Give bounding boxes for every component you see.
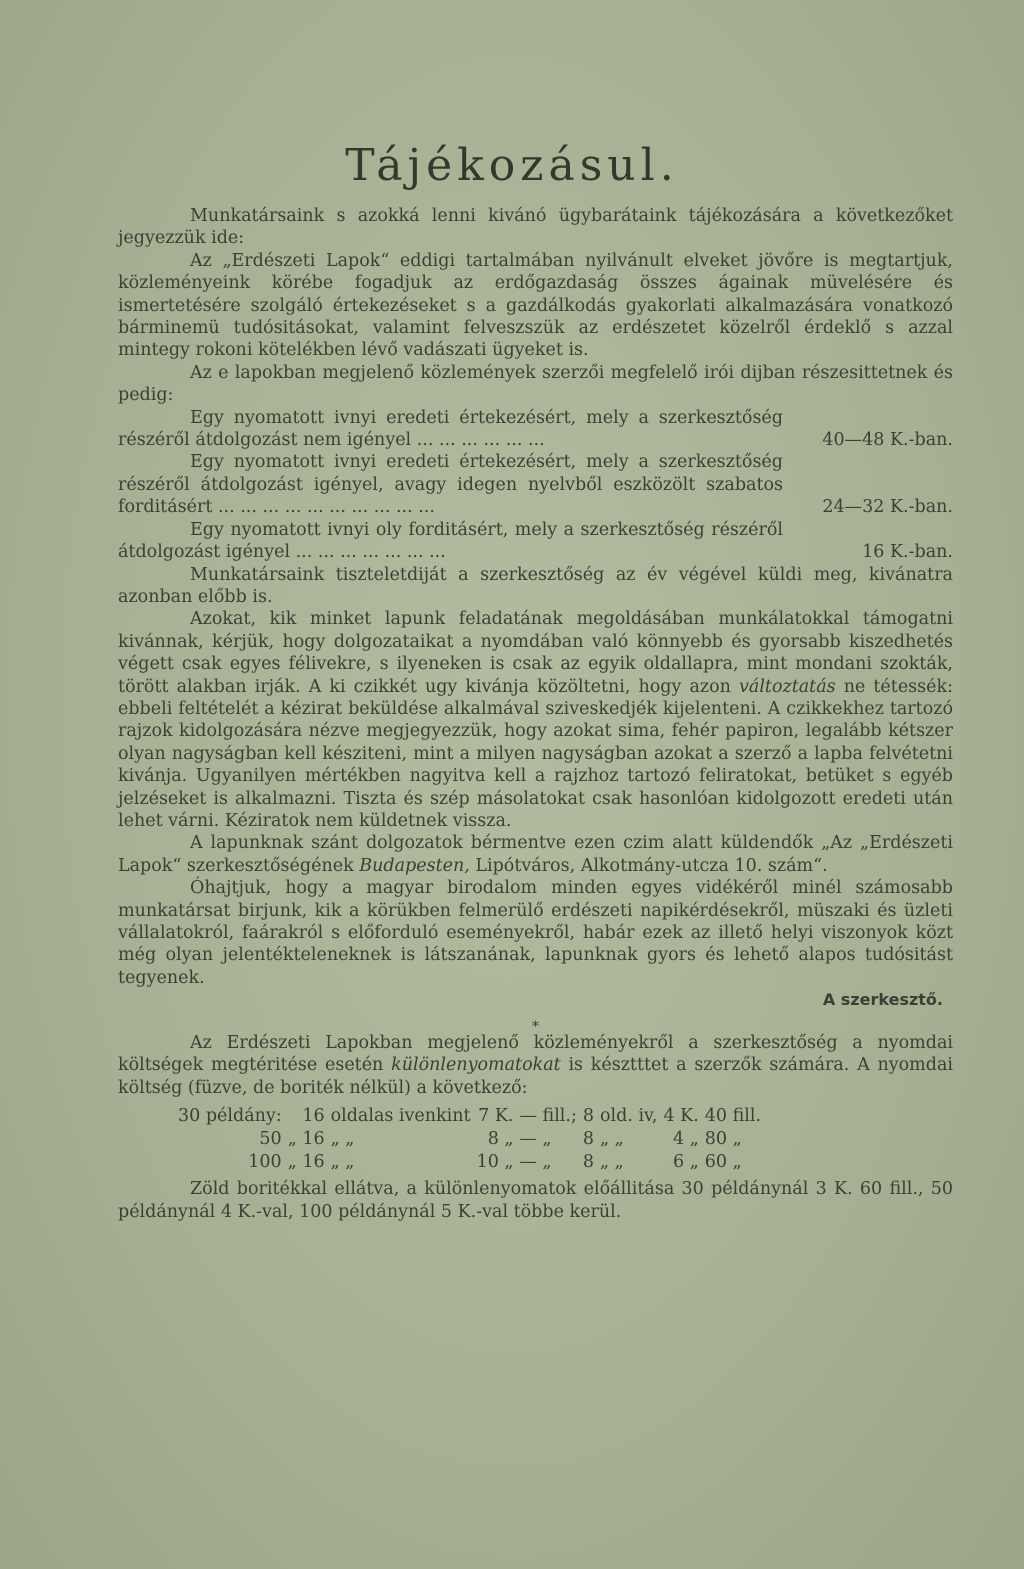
price-cell: „ 16 bbox=[287, 1152, 325, 1173]
price-cell: „ 16 bbox=[287, 1129, 325, 1150]
manuscript-italic: változtatás bbox=[739, 676, 836, 697]
offprint-paragraph bbox=[118, 1032, 953, 1099]
page-title: Tájékozásul. bbox=[345, 140, 679, 191]
address-text-b: Lipótváros, Alkotmány-utcza 10. szám“. bbox=[475, 855, 828, 876]
price-cell: 8 „ bbox=[487, 1129, 514, 1150]
fee-intro-paragraph: Az e lapokban megjelenő közlemények szerzői megfelelő irói dijban részesittetnek és pedig: bbox=[118, 362, 953, 406]
price-cell: „ „ bbox=[600, 1152, 624, 1173]
manuscript-text-a: Azokat, kik minket lapunk feladatának megoldásában munkálatokkal támogatni kivánnak, kérjük, hogy dolgozataikat a nyomdában való könnyebb és gyorsabb kiszedhetés végett csak egyes félivekre, s ilyeneken is csak az egyik oldallapra, mint mondani szokták, törött alakban irják. A ki czikkét ugy kivánja közöltetni, hogy azon bbox=[118, 609, 953, 697]
price-cell: 30 példány: bbox=[178, 1106, 282, 1127]
offprint-italic: különlenyomatokat bbox=[391, 1055, 561, 1076]
fee-price: 40—48 K.-ban. bbox=[822, 430, 953, 451]
call-paragraph: Óhajtjuk, hogy a magyar birodalom minden egyes vidékéről minél számosabb munkatársat birjunk, kik a körükben felmerülő erdészeti napikérdésekről, müszaki és üzleti vállalatokról, faárakról s előforduló eseményekről, habár ezek az illető helyi viszonyok közt még olyan jelentékteleneknek is látszanának, lapunknak gyors és lehető alapos tudósitást tegyenek. bbox=[118, 878, 953, 988]
address-paragraph bbox=[118, 832, 953, 877]
editor-signature: A szerkesztő. bbox=[822, 990, 943, 1010]
price-row bbox=[178, 1128, 767, 1151]
honorarium-paragraph: Munkatársaink tiszteletdiját a szerkesztőség az év végével küldi meg, kivánatra azonban előbb is. bbox=[118, 564, 953, 607]
manuscript-paragraph bbox=[118, 608, 953, 832]
fee-description: Egy nyomatott ivnyi eredeti értekezésért, mely a szerkesztőség részéről átdolgozást nem igényel ... ... ... ... ... ... bbox=[118, 407, 783, 451]
price-cell: 8 bbox=[582, 1106, 594, 1127]
price-cell: 50 bbox=[259, 1129, 282, 1150]
offprint-text-b: is késztttet a szerzők számára. A nyomdai költség (füzve, de boriték nélkül) a következő: bbox=[118, 1055, 953, 1098]
fee-description: Egy nyomatott ivnyi eredeti értekezésért, mely a szerkesztőség részéről átdolgozást igényel, avagy idegen nyelvből eszközölt szabatos forditásért ... ... ... ... ... ... ... ... ... ... bbox=[118, 452, 783, 518]
price-cell: 4 „ bbox=[673, 1129, 699, 1150]
price-cell: oldalas ivenkint bbox=[330, 1106, 471, 1127]
price-cell: „ „ bbox=[330, 1152, 355, 1173]
price-cell: 8 bbox=[582, 1129, 594, 1150]
price-cell: 4 K. bbox=[663, 1106, 699, 1127]
price-cell: „ „ bbox=[330, 1129, 355, 1150]
scope-paragraph: Az „Erdészeti Lapok“ eddigi tartalmában nyilvánult elveket jövőre is megtartjuk, közleményeink körébe fogadjuk az erdőgazdaság összes ágainak müvelésére és ismertetésére szolgáló értekezéseket s a gazdálkodás gyakorlati alkalmazására vonatkozó bárminemü tudósitásokat, valamint felveszszük az erdészetet közelről érdeklő s azzal mintegy rokoni kötelékben lévő vadászati ügyeket is. bbox=[118, 250, 953, 361]
fee-row bbox=[118, 451, 953, 518]
price-cell: „ „ bbox=[600, 1129, 624, 1150]
document-body bbox=[118, 205, 953, 1223]
offprint-text-a: Az Erdészeti Lapokban megjelenő közleményekről a szerkesztőség a nyomdai költségek megtéritése esetén bbox=[118, 1033, 953, 1076]
price-cell: 10 „ bbox=[476, 1152, 514, 1173]
price-cell: — „ bbox=[519, 1129, 552, 1150]
price-cell: — fill.; bbox=[519, 1106, 577, 1127]
price-cell: old. iv, bbox=[600, 1106, 658, 1127]
address-city: Budapesten, bbox=[359, 855, 470, 876]
price-cell: 40 fill. bbox=[704, 1106, 762, 1127]
price-table-body bbox=[178, 1105, 767, 1174]
price-cell: 8 bbox=[582, 1152, 594, 1173]
price-cell: 60 „ bbox=[704, 1152, 742, 1173]
fee-row bbox=[118, 407, 953, 452]
fee-price: 24—32 K.-ban. bbox=[822, 497, 953, 518]
intro-paragraph: Munkatársaink s azokká lenni kivánó ügybarátaink tájékozására a következőket jegyezzük ide: bbox=[118, 206, 953, 249]
price-cell: 7 K. bbox=[478, 1106, 514, 1127]
cover-paragraph: Zöld boritékkal ellátva, a különlenyomatok előállitása 30 példánynál 3 K. 60 fill., 50 példánynál 4 K.-val, 100 példánynál 5 K.-val többe kerül. bbox=[118, 1179, 953, 1222]
price-row bbox=[178, 1151, 767, 1174]
price-cell: 16 bbox=[302, 1106, 325, 1127]
price-cell: — „ bbox=[519, 1152, 552, 1173]
offprint-price-table bbox=[178, 1105, 767, 1174]
fee-price: 16 K.-ban. bbox=[862, 542, 953, 563]
price-row bbox=[178, 1105, 767, 1128]
price-cell: 6 „ bbox=[673, 1152, 699, 1173]
fee-row bbox=[118, 519, 953, 564]
price-cell: 100 bbox=[248, 1152, 282, 1173]
separator-asterisk: * bbox=[532, 1018, 539, 1035]
price-cell: 80 „ bbox=[704, 1129, 742, 1150]
address-text-a: A lapunknak szánt dolgozatok bérmentve ezen czim alatt küldendők „Az „Erdészeti Lapok“ szerkesztőségének bbox=[118, 833, 953, 876]
manuscript-text-b: ne tétessék: ebbeli feltételét a kézirat beküldése alkalmával sziveskedjék kijelenteni. A czikkekhez tartozó rajzok kidolgozására nézve megjegyezzük, hogy azokat sima, fehér papiron, legalább kétszer olyan nagyságban kell késziteni, mint a milyen nagyságban azokat a szerző a lapba felvétetni kivánja. Ugyanilyen mértékben nagyitva kell a rajzhoz tartozó feliratokat, betüket s egyéb jelzéseket is alkalmazni. Tiszta és szép másolatokat csak hasonlóan kidolgozott eredeti után lehet várni. Kéziratok nem küldetnek vissza. bbox=[118, 676, 953, 831]
fee-description: Egy nyomatott ivnyi oly forditásért, mely a szerkesztőség részéről átdolgozást igényel ... ... ... ... ... ... ... bbox=[118, 519, 783, 563]
